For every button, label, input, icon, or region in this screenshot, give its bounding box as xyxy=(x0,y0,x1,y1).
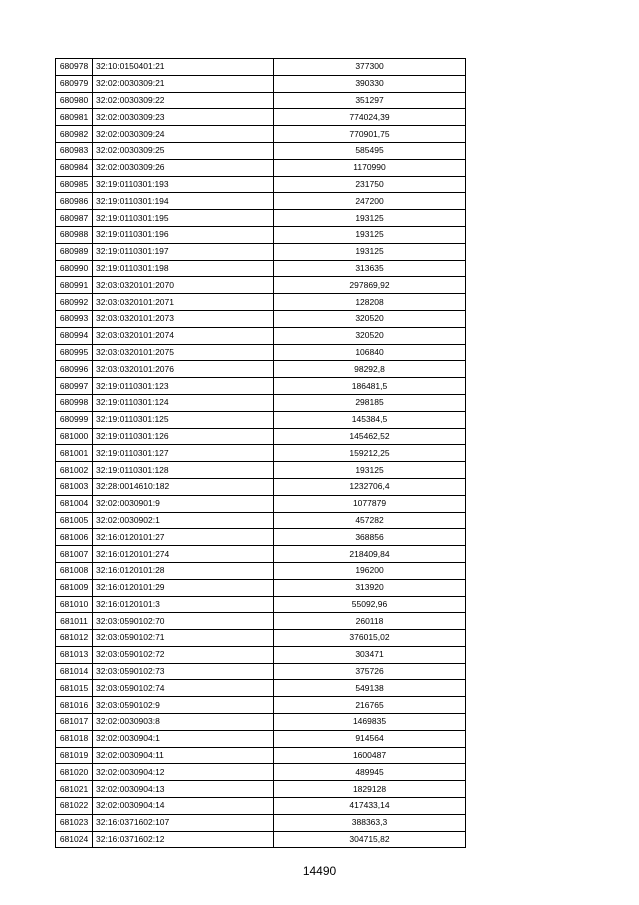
cadastral-number-cell: 32:02:0030901:9 xyxy=(93,495,274,512)
value-cell: 1077879 xyxy=(274,495,466,512)
table-row xyxy=(56,697,466,714)
row-id-cell: 681010 xyxy=(56,596,93,613)
row-id-cell: 680981 xyxy=(56,109,93,126)
table-row xyxy=(56,764,466,781)
cadastral-number-cell: 32:03:0590102:74 xyxy=(93,680,274,697)
cadastral-number-cell: 32:03:0320101:2074 xyxy=(93,327,274,344)
row-id-cell: 680979 xyxy=(56,75,93,92)
cadastral-number-cell: 32:03:0320101:2070 xyxy=(93,277,274,294)
table-row xyxy=(56,109,466,126)
table-row xyxy=(56,562,466,579)
cadastral-number-cell: 32:02:0030904:13 xyxy=(93,781,274,798)
row-id-cell: 680983 xyxy=(56,142,93,159)
table-row xyxy=(56,411,466,428)
cadastral-number-cell: 32:19:0110301:194 xyxy=(93,193,274,210)
table-row xyxy=(56,781,466,798)
value-cell: 320520 xyxy=(274,327,466,344)
row-id-cell: 680996 xyxy=(56,361,93,378)
row-id-cell: 681023 xyxy=(56,814,93,831)
cadastral-number-cell: 32:19:0110301:128 xyxy=(93,462,274,479)
row-id-cell: 680984 xyxy=(56,159,93,176)
value-cell: 1232706,4 xyxy=(274,478,466,495)
row-id-cell: 681020 xyxy=(56,764,93,781)
table-row xyxy=(56,495,466,512)
row-id-cell: 681016 xyxy=(56,697,93,714)
value-cell: 193125 xyxy=(274,462,466,479)
value-cell: 297869,92 xyxy=(274,277,466,294)
cadastral-number-cell: 32:03:0590102:73 xyxy=(93,663,274,680)
cadastral-number-cell: 32:02:0030309:23 xyxy=(93,109,274,126)
cadastral-number-cell: 32:02:0030309:22 xyxy=(93,92,274,109)
table-row xyxy=(56,159,466,176)
table-row xyxy=(56,176,466,193)
cadastral-number-cell: 32:19:0110301:197 xyxy=(93,243,274,260)
table-row xyxy=(56,663,466,680)
row-id-cell: 681015 xyxy=(56,680,93,697)
value-cell: 388363,3 xyxy=(274,814,466,831)
table-row xyxy=(56,680,466,697)
cadastral-number-cell: 32:19:0110301:193 xyxy=(93,176,274,193)
table-body xyxy=(56,59,466,848)
row-id-cell: 681009 xyxy=(56,579,93,596)
cadastral-number-cell: 32:03:0590102:72 xyxy=(93,646,274,663)
table-row xyxy=(56,193,466,210)
value-cell: 375726 xyxy=(274,663,466,680)
table-row xyxy=(56,646,466,663)
table-row xyxy=(56,579,466,596)
table-row xyxy=(56,394,466,411)
row-id-cell: 680993 xyxy=(56,310,93,327)
cadastral-number-cell: 32:16:0120101:3 xyxy=(93,596,274,613)
cadastral-number-cell: 32:10:0150401:21 xyxy=(93,59,274,76)
row-id-cell: 681005 xyxy=(56,512,93,529)
value-cell: 218409,84 xyxy=(274,546,466,563)
cadastral-number-cell: 32:19:0110301:196 xyxy=(93,226,274,243)
cadastral-number-cell: 32:02:0030904:1 xyxy=(93,730,274,747)
cadastral-number-cell: 32:03:0320101:2076 xyxy=(93,361,274,378)
value-cell: 128208 xyxy=(274,294,466,311)
table-row xyxy=(56,378,466,395)
value-cell: 303471 xyxy=(274,646,466,663)
table-row xyxy=(56,478,466,495)
table-row xyxy=(56,512,466,529)
row-id-cell: 681002 xyxy=(56,462,93,479)
row-id-cell: 681006 xyxy=(56,529,93,546)
row-id-cell: 681018 xyxy=(56,730,93,747)
row-id-cell: 681011 xyxy=(56,613,93,630)
cadastral-number-cell: 32:02:0030309:26 xyxy=(93,159,274,176)
row-id-cell: 681024 xyxy=(56,831,93,848)
cadastral-number-cell: 32:19:0110301:124 xyxy=(93,394,274,411)
cadastral-number-cell: 32:02:0030903:8 xyxy=(93,714,274,731)
table-row xyxy=(56,613,466,630)
row-id-cell: 681021 xyxy=(56,781,93,798)
table-row xyxy=(56,831,466,848)
value-cell: 417433,14 xyxy=(274,798,466,815)
value-cell: 313635 xyxy=(274,260,466,277)
value-cell: 106840 xyxy=(274,344,466,361)
row-id-cell: 680994 xyxy=(56,327,93,344)
row-id-cell: 681007 xyxy=(56,546,93,563)
row-id-cell: 680980 xyxy=(56,92,93,109)
table-row xyxy=(56,142,466,159)
value-cell: 231750 xyxy=(274,176,466,193)
value-cell: 196200 xyxy=(274,562,466,579)
cadastral-number-cell: 32:03:0320101:2073 xyxy=(93,310,274,327)
value-cell: 1469835 xyxy=(274,714,466,731)
value-cell: 320520 xyxy=(274,310,466,327)
table-row xyxy=(56,75,466,92)
value-cell: 186481,5 xyxy=(274,378,466,395)
cadastral-number-cell: 32:02:0030904:14 xyxy=(93,798,274,815)
row-id-cell: 681019 xyxy=(56,747,93,764)
value-cell: 260118 xyxy=(274,613,466,630)
table-row xyxy=(56,529,466,546)
value-cell: 193125 xyxy=(274,243,466,260)
row-id-cell: 681012 xyxy=(56,630,93,647)
table-row xyxy=(56,747,466,764)
row-id-cell: 680992 xyxy=(56,294,93,311)
row-id-cell: 681013 xyxy=(56,646,93,663)
value-cell: 55092,96 xyxy=(274,596,466,613)
row-id-cell: 680991 xyxy=(56,277,93,294)
data-table xyxy=(55,58,466,848)
cadastral-number-cell: 32:03:0590102:9 xyxy=(93,697,274,714)
value-cell: 585495 xyxy=(274,142,466,159)
cadastral-number-cell: 32:02:0030309:24 xyxy=(93,126,274,143)
value-cell: 298185 xyxy=(274,394,466,411)
cadastral-number-cell: 32:16:0120101:28 xyxy=(93,562,274,579)
value-cell: 549138 xyxy=(274,680,466,697)
table-row xyxy=(56,546,466,563)
value-cell: 145462,52 xyxy=(274,428,466,445)
table-row xyxy=(56,630,466,647)
table-row xyxy=(56,814,466,831)
value-cell: 193125 xyxy=(274,210,466,227)
table-row xyxy=(56,798,466,815)
row-id-cell: 681008 xyxy=(56,562,93,579)
cadastral-number-cell: 32:16:0120101:274 xyxy=(93,546,274,563)
table-row xyxy=(56,327,466,344)
cadastral-number-cell: 32:19:0110301:125 xyxy=(93,411,274,428)
row-id-cell: 681003 xyxy=(56,478,93,495)
row-id-cell: 680999 xyxy=(56,411,93,428)
table-row xyxy=(56,730,466,747)
value-cell: 368856 xyxy=(274,529,466,546)
cadastral-number-cell: 32:19:0110301:127 xyxy=(93,445,274,462)
row-id-cell: 680995 xyxy=(56,344,93,361)
cadastral-number-cell: 32:02:0030309:21 xyxy=(93,75,274,92)
row-id-cell: 680982 xyxy=(56,126,93,143)
value-cell: 390330 xyxy=(274,75,466,92)
cadastral-number-cell: 32:28:0014610:182 xyxy=(93,478,274,495)
cadastral-number-cell: 32:03:0320101:2075 xyxy=(93,344,274,361)
cadastral-number-cell: 32:03:0590102:70 xyxy=(93,613,274,630)
value-cell: 304715,82 xyxy=(274,831,466,848)
table-row xyxy=(56,428,466,445)
value-cell: 193125 xyxy=(274,226,466,243)
cadastral-number-cell: 32:16:0371602:12 xyxy=(93,831,274,848)
table-row xyxy=(56,462,466,479)
page-number: 14490 xyxy=(302,864,337,878)
value-cell: 216765 xyxy=(274,697,466,714)
cadastral-number-cell: 32:03:0590102:71 xyxy=(93,630,274,647)
cadastral-number-cell: 32:02:0030904:11 xyxy=(93,747,274,764)
value-cell: 1170990 xyxy=(274,159,466,176)
value-cell: 159212,25 xyxy=(274,445,466,462)
table-row xyxy=(56,277,466,294)
table-row xyxy=(56,226,466,243)
row-id-cell: 680987 xyxy=(56,210,93,227)
table-row xyxy=(56,59,466,76)
table-row xyxy=(56,92,466,109)
value-cell: 489945 xyxy=(274,764,466,781)
row-id-cell: 680998 xyxy=(56,394,93,411)
cadastral-number-cell: 32:02:0030902:1 xyxy=(93,512,274,529)
table-row xyxy=(56,344,466,361)
table-row xyxy=(56,126,466,143)
value-cell: 774024,39 xyxy=(274,109,466,126)
row-id-cell: 680978 xyxy=(56,59,93,76)
value-cell: 770901,75 xyxy=(274,126,466,143)
value-cell: 377300 xyxy=(274,59,466,76)
row-id-cell: 681022 xyxy=(56,798,93,815)
value-cell: 247200 xyxy=(274,193,466,210)
row-id-cell: 680988 xyxy=(56,226,93,243)
value-cell: 145384,5 xyxy=(274,411,466,428)
cadastral-number-cell: 32:19:0110301:123 xyxy=(93,378,274,395)
row-id-cell: 681004 xyxy=(56,495,93,512)
cadastral-number-cell: 32:16:0371602:107 xyxy=(93,814,274,831)
table-row xyxy=(56,445,466,462)
cadastral-number-cell: 32:16:0120101:29 xyxy=(93,579,274,596)
table-row xyxy=(56,596,466,613)
table-row xyxy=(56,294,466,311)
value-cell: 914564 xyxy=(274,730,466,747)
cadastral-number-cell: 32:19:0110301:195 xyxy=(93,210,274,227)
value-cell: 98292,8 xyxy=(274,361,466,378)
row-id-cell: 680989 xyxy=(56,243,93,260)
cadastral-number-cell: 32:02:0030904:12 xyxy=(93,764,274,781)
cadastral-number-cell: 32:03:0320101:2071 xyxy=(93,294,274,311)
value-cell: 313920 xyxy=(274,579,466,596)
row-id-cell: 680990 xyxy=(56,260,93,277)
value-cell: 351297 xyxy=(274,92,466,109)
row-id-cell: 681014 xyxy=(56,663,93,680)
table-row xyxy=(56,714,466,731)
row-id-cell: 681000 xyxy=(56,428,93,445)
row-id-cell: 680997 xyxy=(56,378,93,395)
value-cell: 376015,02 xyxy=(274,630,466,647)
row-id-cell: 681017 xyxy=(56,714,93,731)
value-cell: 1829128 xyxy=(274,781,466,798)
row-id-cell: 680985 xyxy=(56,176,93,193)
table-row xyxy=(56,210,466,227)
cadastral-number-cell: 32:16:0120101:27 xyxy=(93,529,274,546)
value-cell: 457282 xyxy=(274,512,466,529)
row-id-cell: 681001 xyxy=(56,445,93,462)
row-id-cell: 680986 xyxy=(56,193,93,210)
table-row xyxy=(56,260,466,277)
table-row xyxy=(56,310,466,327)
table-row xyxy=(56,243,466,260)
cadastral-number-cell: 32:02:0030309:25 xyxy=(93,142,274,159)
value-cell: 1600487 xyxy=(274,747,466,764)
table-row xyxy=(56,361,466,378)
cadastral-number-cell: 32:19:0110301:126 xyxy=(93,428,274,445)
cadastral-number-cell: 32:19:0110301:198 xyxy=(93,260,274,277)
